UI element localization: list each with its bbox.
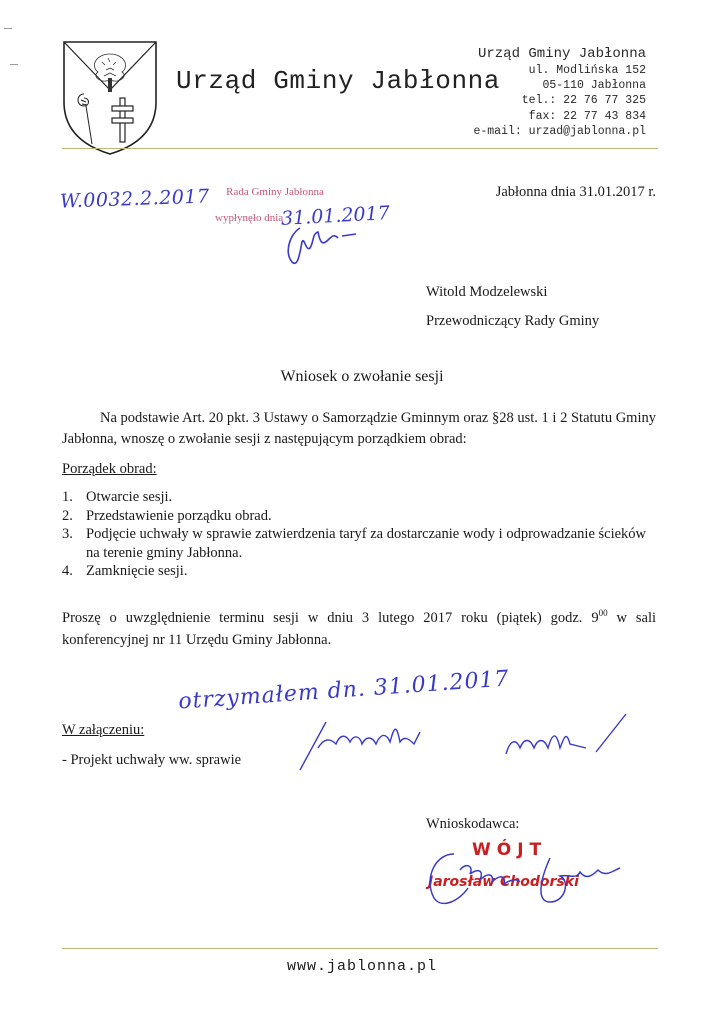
agenda-item	[62, 562, 656, 581]
agenda-item-number: 2.	[62, 507, 73, 524]
footer-website: www.jablonna.pl	[286, 958, 438, 975]
contact-block	[473, 46, 646, 139]
body-paragraph: Na podstawie Art. 20 pkt. 3 Ustawy o Samorządzie Gminnym oraz §28 ust. 1 i 2 Statutu Gminy Jabłonna, wnoszę o zwołanie sesji z następującym porządkiem obrad:	[62, 410, 656, 447]
contact-fax: fax: 22 77 43 834	[528, 109, 646, 123]
recipient-block	[426, 278, 599, 336]
handwritten-received-note: otrzymałem dn. 31.01.2017	[177, 666, 511, 715]
mayor-stamp-title: WÓJT	[472, 840, 548, 860]
council-stamp-sent-label: wypłynęło dnia	[215, 212, 284, 224]
recipient-name: Witold Modzelewski	[426, 284, 548, 300]
agenda-item-number: 4.	[62, 563, 73, 579]
contact-name: Urząd Gminy Jabłonna	[477, 46, 646, 62]
handwritten-signature	[296, 708, 636, 774]
council-stamp-title: Rada Gminy Jabłonna	[226, 186, 324, 198]
contact-street: ul. Modlińska 152	[528, 64, 646, 77]
agenda-item-text: Podjęcie uchwały w sprawie zatwierdzenia taryf za dostarczanie wody i odprowadzanie ścieków na terenie gminy Jabłonna.	[86, 526, 647, 561]
mayor-signature	[420, 840, 640, 920]
recipient-role: Przewodniczący Rady Gminy	[426, 313, 600, 329]
agenda-heading: Porządek obrad:	[62, 461, 157, 477]
request-time-superscript: 00	[598, 608, 608, 618]
coat-of-arms-icon	[62, 40, 158, 156]
margin-mark	[10, 64, 18, 65]
contact-postal: 05-110 Jabłonna	[542, 79, 646, 93]
office-title: Urząd Gminy Jabłonna	[176, 66, 501, 96]
agenda-item	[62, 488, 656, 507]
agenda-item	[62, 525, 656, 562]
contact-email: e-mail: urzad@jablonna.pl	[473, 124, 646, 138]
attachment-item: - Projekt uchwały ww. sprawie	[62, 752, 242, 768]
agenda-list	[62, 488, 656, 581]
contact-tel: tel.: 22 76 77 325	[521, 94, 646, 108]
document-title: Wniosek o zwołanie sesji	[280, 368, 444, 385]
handwritten-reference-number: W.0032.2.2017	[59, 185, 210, 213]
footer-divider	[62, 948, 658, 949]
mayor-stamp-name: Jarosław Chodorski	[428, 874, 579, 890]
agenda-item-number: 1.	[62, 489, 73, 505]
agenda-item	[62, 507, 656, 526]
session-request-paragraph	[62, 607, 656, 651]
applicant-label: Wnioskodawca:	[426, 816, 520, 832]
agenda-item-text: Zamknięcie sesji.	[86, 563, 188, 579]
request-text-after: w sali konferencyjnej nr 11 Urzędu Gminy Jabłonna.	[62, 610, 656, 648]
attachments-heading: W załączeniu:	[62, 722, 145, 738]
agenda-item-number: 3.	[62, 526, 73, 542]
agenda-item-text: Przedstawienie porządku obrad.	[86, 507, 272, 524]
agenda-item-text: Otwarcie sesji.	[86, 489, 173, 505]
header-divider	[62, 148, 658, 149]
handwritten-council-date: 31.01.2017	[280, 202, 391, 230]
initials-signature	[282, 212, 362, 272]
place-and-date: Jabłonna dnia 31.01.2017 r.	[495, 184, 656, 200]
margin-mark	[4, 28, 12, 29]
request-text-before: Proszę o uwzględnienie terminu sesji w dniu 3 lutego 2017 roku (piątek) godz. 9	[62, 610, 599, 626]
mayor-stamp	[420, 840, 640, 920]
